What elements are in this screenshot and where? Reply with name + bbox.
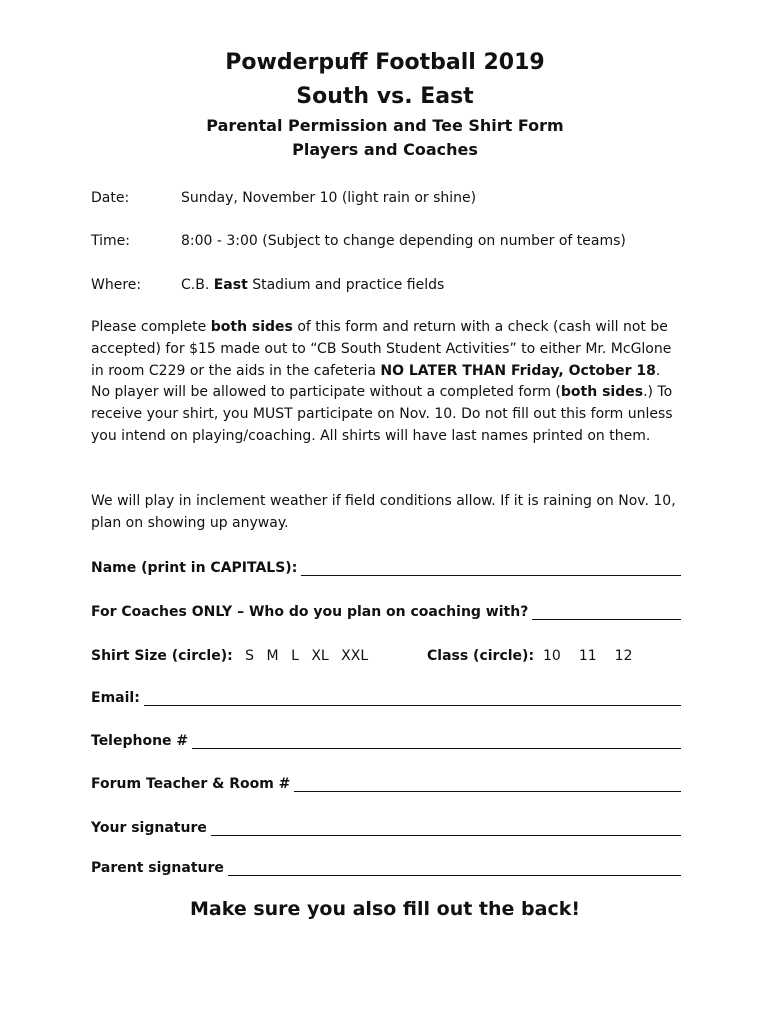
name-line[interactable] — [301, 561, 681, 576]
coaches-line[interactable] — [532, 605, 681, 620]
date-value: Sunday, November 10 (light rain or shine) — [181, 190, 477, 206]
email-line[interactable] — [144, 691, 681, 706]
instructions-text-c: of this form and return with a check (cash will not be accepted) for $15 made out to “CB South Student Activities” to either Mr. McGlone in room C229 or the aids in the cafeteria — [91, 319, 672, 379]
form-subheading: Players and Coaches — [292, 140, 478, 159]
your-signature-line[interactable] — [211, 821, 681, 836]
telephone-label: Telephone # — [91, 733, 189, 749]
shirt-size-label: Shirt Size (circle): — [91, 648, 233, 664]
weather-paragraph: We will play in inclement weather if field conditions allow. If it is raining on Nov. 10, plan on showing up anyway. — [91, 493, 676, 531]
your-signature-field — [91, 820, 681, 836]
class-options — [543, 648, 650, 664]
footer-reminder: Make sure you also fill out the back! — [189, 898, 581, 920]
your-signature-label: Your signature — [91, 820, 207, 836]
time-value: 8:00 - 3:00 (Subject to change depending on number of teams) — [181, 233, 626, 249]
parent-signature-line[interactable] — [228, 861, 681, 876]
forum-line[interactable] — [294, 777, 681, 792]
name-field — [91, 560, 681, 576]
coaches-label: For Coaches ONLY – Who do you plan on coaching with? — [91, 604, 529, 620]
parent-signature-label: Parent signature — [91, 860, 224, 876]
instructions-text-g: .) To receive your shirt, you MUST participate on Nov. 10. Do not fill out this form unless you intend on playing/coaching. All shirts will have last names printed on them. — [91, 384, 673, 444]
instructions-text-e: . No player will be allowed to participate without a completed form ( — [91, 362, 661, 401]
where-prefix: C.B. — [181, 277, 214, 293]
time-label: Time: — [91, 233, 130, 249]
forum-field — [91, 776, 681, 792]
where-label: Where: — [91, 277, 142, 293]
size-option-l[interactable]: L — [291, 648, 299, 664]
email-label: Email: — [91, 690, 140, 706]
where-suffix: Stadium and practice fields — [247, 277, 445, 293]
size-option-xxl[interactable]: XXL — [341, 648, 369, 664]
email-field — [91, 690, 681, 706]
telephone-line[interactable] — [192, 734, 681, 749]
class-option-12[interactable]: 12 — [614, 648, 633, 664]
parent-signature-field — [91, 860, 681, 876]
class-label: Class (circle): — [427, 648, 535, 664]
instructions-text-a: Please complete — [91, 319, 211, 335]
instructions-deadline: NO LATER THAN Friday, October 18 — [380, 362, 656, 379]
size-option-m[interactable]: M — [266, 648, 279, 664]
form-title: Powderpuff Football 2019 — [225, 50, 545, 75]
where-row — [91, 277, 444, 293]
instructions-bold-f: both sides — [560, 384, 644, 401]
time-row — [91, 233, 626, 249]
coaches-field — [91, 604, 681, 620]
name-label: Name (print in CAPITALS): — [91, 560, 298, 576]
shirt-size-row — [91, 648, 368, 664]
form-subtitle: South vs. East — [296, 84, 474, 109]
date-label: Date: — [91, 190, 130, 206]
class-option-11[interactable]: 11 — [578, 648, 597, 664]
telephone-field — [91, 733, 681, 749]
forum-label: Forum Teacher & Room # — [91, 776, 291, 792]
instructions-paragraph — [91, 317, 681, 448]
class-option-10[interactable]: 10 — [543, 648, 561, 664]
date-row — [91, 190, 476, 206]
size-option-s[interactable]: S — [245, 648, 255, 664]
size-option-xl[interactable]: XL — [311, 648, 329, 664]
form-heading: Parental Permission and Tee Shirt Form — [206, 116, 564, 135]
where-bold: East — [213, 277, 248, 293]
instructions-bold-b: both sides — [210, 319, 293, 335]
